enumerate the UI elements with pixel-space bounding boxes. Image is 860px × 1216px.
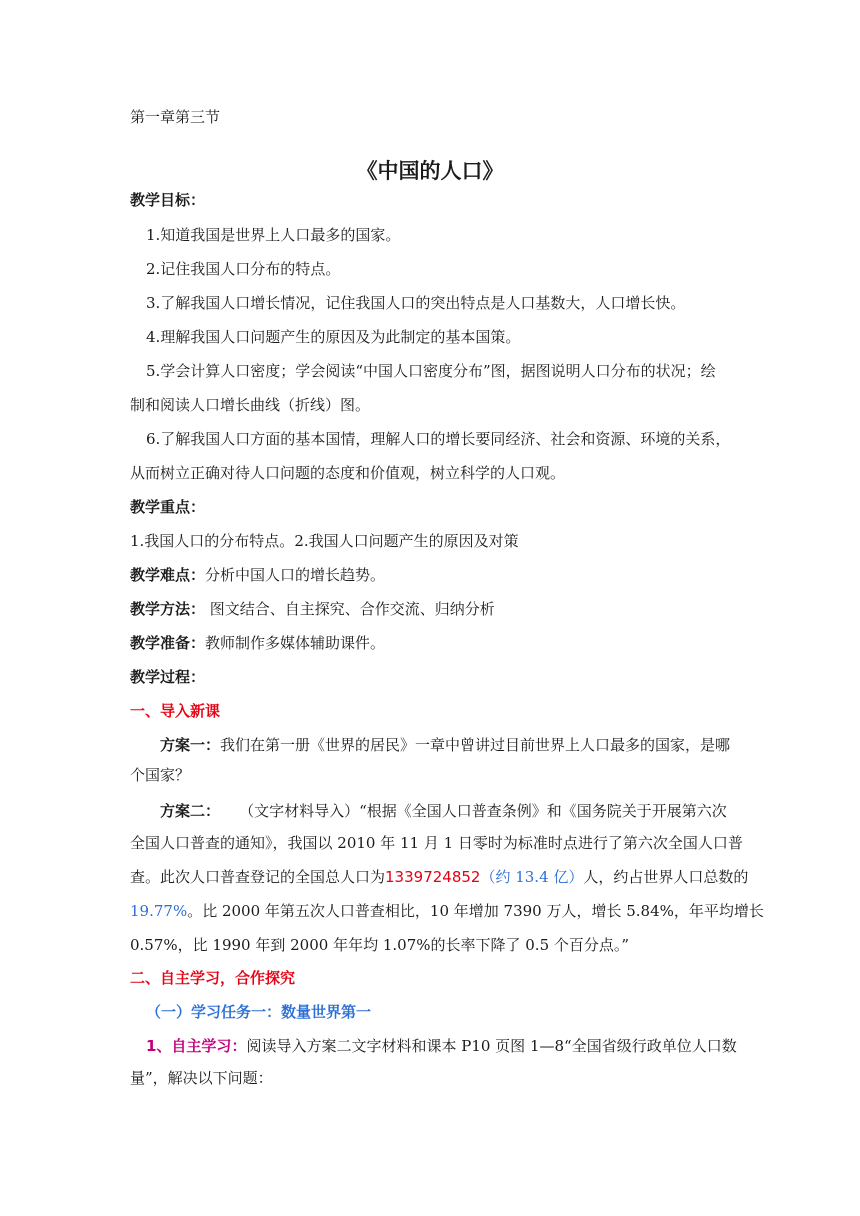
page-title: 《中国的人口》 [356, 159, 504, 183]
plan1-text-cont: 个国家？ [130, 766, 191, 784]
plan1-line [160, 735, 730, 755]
prep-text: 教师制作多媒体辅助课件。 [205, 634, 386, 652]
world-share: 19.77% [130, 902, 188, 920]
goal-item: 制和阅读人口增长曲线（折线）图。 [130, 396, 371, 414]
step1-label: 1、自主学习： [146, 1037, 247, 1055]
difficulty-line [130, 565, 385, 585]
goal-item: 1.知道我国是世界上人口最多的国家。 [146, 226, 401, 244]
process-heading: 教学过程： [130, 668, 206, 686]
section1-heading: 一、导入新课 [130, 702, 221, 720]
key-points-heading: 教学重点： [130, 498, 206, 516]
step1-text-cont: 量”，解决以下问题： [130, 1069, 273, 1087]
plan2-line [160, 801, 727, 821]
population-total: 1339724852 [385, 868, 481, 886]
plan2-text-line5: 0.57%，比 1990 年到 2000 年年均 1.07%的长率下降了 0.5 个百分点。” [130, 936, 630, 954]
method-line [130, 599, 495, 619]
plan1-text: 我们在第一册《世界的居民》一章中曾讲过目前世界上人口最多的国家，是哪 [220, 736, 731, 754]
plan2-text-a: 查。此次人口普查登记的全国总人口为 [130, 868, 386, 886]
plan2-text-line2: 全国人口普查的通知》，我国以 2010 年 11 月 1 日零时为标准时点进行了第六次全国人口普 [130, 834, 743, 852]
plan2-label: 方案二： [160, 802, 221, 820]
section2-heading: 二、自主学习，合作探究 [130, 969, 296, 987]
goal-item: 5.学会计算人口密度；学会阅读“中国人口密度分布”图，据图说明人口分布的状况；绘 [146, 362, 716, 380]
step1-line [146, 1036, 737, 1056]
plan2-text-c: 。比 2000 年第五次人口普查相比，10 年增加 7390 万人，增长 5.84%，年平均增长 [187, 902, 764, 920]
goal-item: 4.理解我国人口问题产生的原因及为此制定的基本国策。 [146, 328, 521, 346]
prep-line [130, 633, 385, 653]
plan2-text-b: 人，约占世界人口总数的 [583, 868, 749, 886]
method-label: 教学方法： [130, 600, 206, 618]
goal-item: 2.记住我国人口分布的特点。 [146, 260, 341, 278]
goal-item: 从而树立正确对待人口问题的态度和价值观，树立科学的人口观。 [130, 464, 566, 482]
plan2-text-line3 [130, 867, 748, 887]
plan2-text-line4 [130, 901, 764, 921]
plan2-text: （文字材料导入）“根据《全国人口普查条例》和《国务院关于开展第六次 [220, 802, 727, 820]
goal-item: 6.了解我国人口方面的基本国情，理解人口的增长要同经济、社会和资源、环境的关系， [146, 430, 731, 448]
difficulty-text: 分析中国人口的增长趋势。 [205, 566, 386, 584]
method-text: 图文结合、自主探究、合作交流、归纳分析 [205, 600, 495, 618]
chapter-label: 第一章第三节 [130, 108, 221, 126]
task1-heading: （一）学习任务一：数量世界第一 [146, 1003, 372, 1021]
population-approx: （约 13.4 亿） [480, 868, 584, 886]
step1-text: 阅读导入方案二文字材料和课本 P10 页图 1—8“全国省级行政单位人口数 [246, 1037, 737, 1055]
prep-label: 教学准备： [130, 634, 206, 652]
difficulty-label: 教学难点： [130, 566, 206, 584]
key-points-text: 1.我国人口的分布特点。2.我国人口问题产生的原因及对策 [130, 532, 519, 550]
goal-item: 3.了解我国人口增长情况，记住我国人口的突出特点是人口基数大，人口增长快。 [146, 294, 686, 312]
plan1-label: 方案一： [160, 736, 221, 754]
goals-heading: 教学目标： [130, 191, 206, 209]
